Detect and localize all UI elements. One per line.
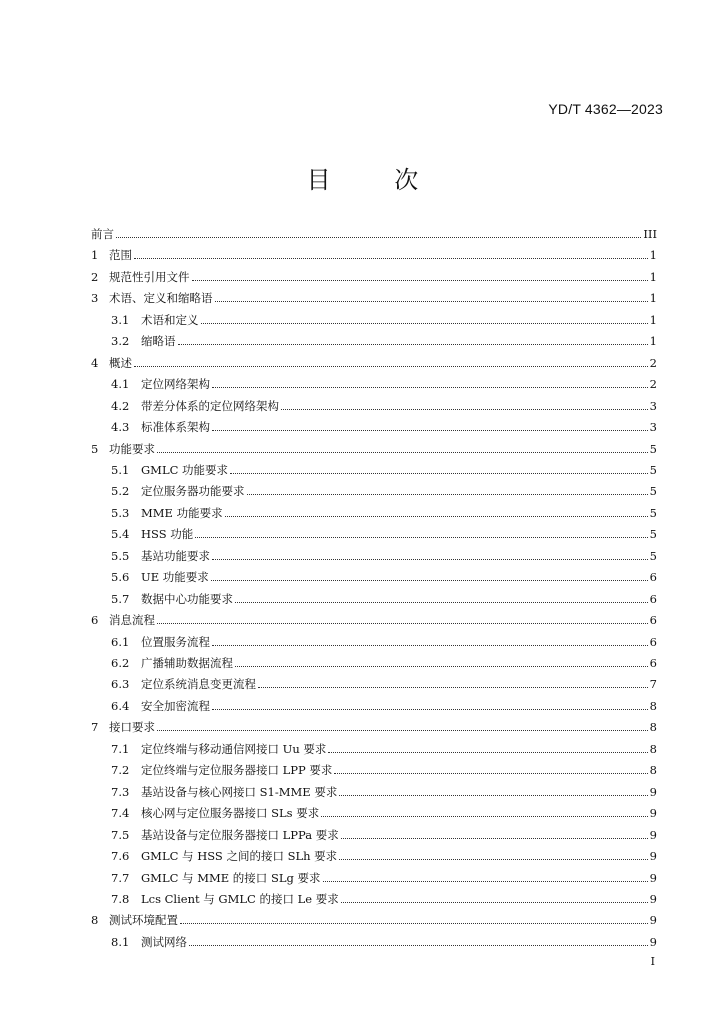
toc-entry[interactable] xyxy=(111,631,657,649)
toc-entry-label: Lcs Client 与 GMLC 的接口 Le 要求 xyxy=(141,891,339,906)
toc-leader-dots xyxy=(212,429,648,431)
toc-entry-number: 7.5 xyxy=(111,827,130,842)
toc-leader-dots xyxy=(341,837,648,839)
toc-leader-dots xyxy=(192,279,648,281)
toc-entry-number: 2 xyxy=(91,269,99,284)
toc-entry-number: 4.1 xyxy=(111,377,130,392)
toc-entry-number: 4 xyxy=(91,355,99,370)
toc-entry-label: 标准体系架构 xyxy=(141,420,210,435)
toc-leader-dots xyxy=(211,579,648,581)
toc-entry-page: 9 xyxy=(649,806,657,821)
toc-entry-number: 7 xyxy=(91,720,99,735)
toc-entry-page: 9 xyxy=(649,891,657,906)
toc-entry[interactable] xyxy=(111,523,657,541)
toc-entry[interactable] xyxy=(111,888,657,906)
toc-leader-dots xyxy=(180,922,648,924)
toc-entry-label: 缩略语 xyxy=(141,334,176,349)
toc-entry[interactable] xyxy=(91,287,657,305)
toc-entry-label: 定位系统消息变更流程 xyxy=(141,677,256,692)
toc-leader-dots xyxy=(341,901,648,903)
toc-entry-label: 广播辅助数据流程 xyxy=(141,656,233,670)
toc-entry-label: 定位网络架构 xyxy=(141,377,210,392)
toc-entry-number: 5.2 xyxy=(111,484,130,499)
toc-entry-number: 5.5 xyxy=(111,548,130,563)
toc-entry-label: 基站功能要求 xyxy=(141,548,210,563)
toc-leader-dots xyxy=(235,601,648,603)
toc-entry[interactable] xyxy=(111,545,657,563)
toc-entry[interactable] xyxy=(111,845,657,863)
toc-entry-page: 6 xyxy=(649,570,657,585)
toc-leader-dots xyxy=(212,558,648,560)
toc-entry[interactable] xyxy=(91,609,657,627)
toc-entry-number: 5.3 xyxy=(111,505,130,520)
toc-entry-page: 2 xyxy=(649,355,657,370)
toc-leader-dots xyxy=(212,644,648,646)
toc-leader-dots xyxy=(323,880,648,882)
toc-leader-dots xyxy=(334,772,647,774)
toc-entry[interactable] xyxy=(91,244,657,262)
toc-entry-label: HSS 功能 xyxy=(141,527,194,542)
toc-entry[interactable] xyxy=(111,309,657,327)
toc-entry-label: GMLC 功能要求 xyxy=(141,462,229,477)
toc-entry-number: 6.1 xyxy=(111,634,130,649)
toc-leader-dots xyxy=(321,815,647,817)
page-number: I xyxy=(650,955,655,968)
toc-entry-label: UE 功能要求 xyxy=(141,570,209,585)
toc-entry-page: 7 xyxy=(649,677,657,692)
toc-entry[interactable] xyxy=(111,416,657,434)
toc-leader-dots xyxy=(201,322,648,324)
toc-entry-label: 术语和定义 xyxy=(141,312,199,327)
toc-entry[interactable] xyxy=(111,824,657,842)
toc-entry-page: 5 xyxy=(649,441,657,456)
toc-leader-dots xyxy=(339,858,647,860)
toc-leader-dots xyxy=(230,472,648,474)
toc-entry[interactable] xyxy=(91,438,657,456)
toc-entry-number: 6.2 xyxy=(111,656,130,670)
toc-entry-label: 安全加密流程 xyxy=(141,698,210,713)
toc-entry-label: GMLC 与 HSS 之间的接口 SLh 要求 xyxy=(141,849,338,864)
toc-entry-number: 8 xyxy=(91,913,99,928)
toc-entry-number: 4.2 xyxy=(111,398,130,413)
toc-leader-dots xyxy=(178,343,648,345)
toc-entry-number: 1 xyxy=(91,248,99,263)
toc-entry[interactable] xyxy=(111,480,657,498)
toc-leader-dots xyxy=(225,515,648,517)
toc-entry-page: 9 xyxy=(649,934,657,949)
toc-entry-page: 3 xyxy=(649,420,657,435)
toc-entry-number: 5.4 xyxy=(111,527,130,542)
toc-entry[interactable] xyxy=(111,652,657,670)
toc-entry[interactable] xyxy=(111,695,657,713)
toc-leader-dots xyxy=(157,729,648,731)
toc-entry-page: 9 xyxy=(649,827,657,842)
toc-entry-label: 数据中心功能要求 xyxy=(141,591,233,606)
toc-leader-dots xyxy=(212,708,648,710)
toc-leader-dots xyxy=(339,794,647,796)
toc-entry-label: 范围 xyxy=(109,248,132,263)
toc-entry-page: 1 xyxy=(649,269,657,284)
toc-entry-label: 核心网与定位服务器接口 SLs 要求 xyxy=(141,806,320,821)
toc-entry[interactable] xyxy=(111,759,657,777)
toc-entry-page: 2 xyxy=(649,377,657,392)
toc-entry[interactable] xyxy=(111,931,657,949)
toc-entry-page: 1 xyxy=(649,312,657,327)
toc-entry-page: 3 xyxy=(649,398,657,413)
toc-entry-number: 6.3 xyxy=(111,677,130,692)
toc-entry-number: 6 xyxy=(91,613,99,628)
page-title: 目 次 xyxy=(306,166,447,194)
toc-entry[interactable] xyxy=(111,673,657,691)
toc-entry[interactable] xyxy=(111,802,657,820)
toc-entry[interactable] xyxy=(111,395,657,413)
toc-entry[interactable] xyxy=(111,330,657,348)
toc-entry-label: MME 功能要求 xyxy=(141,505,223,520)
toc-entry[interactable] xyxy=(91,352,657,370)
toc-entry-label: 消息流程 xyxy=(109,613,155,628)
toc-entry-number: 7.7 xyxy=(111,870,130,885)
toc-entry-label: 规范性引用文件 xyxy=(109,269,190,284)
toc-entry-page: 5 xyxy=(649,527,657,542)
toc-entry[interactable] xyxy=(91,909,657,927)
toc-entry-page: 5 xyxy=(649,484,657,499)
toc-entry-label: 带差分体系的定位网络架构 xyxy=(141,398,279,413)
toc-entry-page: III xyxy=(643,227,657,241)
toc-entry-label: 术语、定义和缩略语 xyxy=(109,291,213,306)
toc-entry-page: 5 xyxy=(649,505,657,520)
toc-entry-label: GMLC 与 MME 的接口 SLg 要求 xyxy=(141,870,321,885)
toc-entry-label: 测试网络 xyxy=(141,934,187,949)
toc-entry-label: 基站设备与核心网接口 S1-MME 要求 xyxy=(141,784,338,799)
toc-entry-page: 1 xyxy=(649,334,657,349)
toc-entry-page: 8 xyxy=(649,720,657,735)
toc-leader-dots xyxy=(195,536,647,538)
toc-leader-dots xyxy=(134,257,648,259)
toc-leader-dots xyxy=(328,751,647,753)
toc-entry-label: 概述 xyxy=(109,355,132,370)
document-number: YD/T 4362—2023 xyxy=(548,101,663,117)
toc-entry-page: 6 xyxy=(649,634,657,649)
toc-entry[interactable] xyxy=(111,566,657,584)
toc-entry[interactable] xyxy=(111,867,657,885)
toc-entry[interactable] xyxy=(111,738,657,756)
toc-leader-dots xyxy=(247,493,648,495)
toc-entry-number: 4.3 xyxy=(111,420,130,435)
toc-entry[interactable] xyxy=(91,716,657,734)
toc-leader-dots xyxy=(235,665,648,667)
toc-leader-dots xyxy=(157,622,648,624)
toc-entry-label: 功能要求 xyxy=(109,441,155,456)
toc-leader-dots xyxy=(116,236,641,238)
toc-entry-label: 测试环境配置 xyxy=(109,913,178,928)
toc-leader-dots xyxy=(134,365,648,367)
toc-entry-page: 9 xyxy=(649,870,657,885)
toc-entry-number: 8.1 xyxy=(111,934,130,949)
toc-entry-number: 7.6 xyxy=(111,849,130,864)
toc-entry-number: 3.1 xyxy=(111,312,130,327)
toc-leader-dots xyxy=(157,451,648,453)
toc-entry-number: 5.7 xyxy=(111,591,130,606)
toc-leader-dots xyxy=(215,300,648,302)
toc-entry-page: 6 xyxy=(649,591,657,606)
toc-entry-label: 定位终端与定位服务器接口 LPP 要求 xyxy=(141,763,333,778)
toc-leader-dots xyxy=(189,944,648,946)
toc-leader-dots xyxy=(281,408,648,410)
toc-entry-page: 5 xyxy=(649,462,657,477)
toc-entry-page: 6 xyxy=(649,613,657,628)
toc-entry-page: 5 xyxy=(649,548,657,563)
toc-entry-number: 6.4 xyxy=(111,698,130,713)
toc-entry-page: 8 xyxy=(649,698,657,713)
toc-entry-number: 3.2 xyxy=(111,334,130,349)
toc-entry-label: 定位终端与移动通信网接口 Uu 要求 xyxy=(141,741,327,756)
toc-entry-page: 6 xyxy=(649,656,657,670)
toc-entry-page: 9 xyxy=(649,913,657,928)
toc-entry[interactable] xyxy=(91,223,657,241)
toc-leader-dots xyxy=(258,686,648,688)
toc-leader-dots xyxy=(212,386,648,388)
toc-entry[interactable] xyxy=(91,266,657,284)
toc-entry-number: 7.1 xyxy=(111,741,130,756)
toc-entry-page: 1 xyxy=(649,248,657,263)
toc-entry-page: 1 xyxy=(649,291,657,306)
toc-entry-label: 接口要求 xyxy=(109,720,155,735)
toc-entry-number: 7.2 xyxy=(111,763,130,778)
toc-entry-label: 前言 xyxy=(91,227,114,241)
toc-entry-page: 8 xyxy=(649,763,657,778)
toc-entry[interactable] xyxy=(111,781,657,799)
toc-entry-page: 9 xyxy=(649,849,657,864)
toc-entry-number: 7.8 xyxy=(111,891,130,906)
toc-entry-page: 9 xyxy=(649,784,657,799)
toc-entry-label: 位置服务流程 xyxy=(141,634,210,649)
toc-entry[interactable] xyxy=(111,459,657,477)
toc-entry-label: 基站设备与定位服务器接口 LPPa 要求 xyxy=(141,827,339,842)
toc-entry[interactable] xyxy=(111,588,657,606)
toc-entry[interactable] xyxy=(111,502,657,520)
toc-entry-label: 定位服务器功能要求 xyxy=(141,484,245,499)
toc-entry-number: 5.1 xyxy=(111,462,130,477)
toc-entry-number: 3 xyxy=(91,291,99,306)
toc-entry-number: 5 xyxy=(91,441,99,456)
toc-entry-page: 8 xyxy=(649,741,657,756)
toc-entry-number: 7.3 xyxy=(111,784,130,799)
toc-entry[interactable] xyxy=(111,373,657,391)
toc-entry-number: 7.4 xyxy=(111,806,130,821)
toc-entry-number: 5.6 xyxy=(111,570,130,585)
